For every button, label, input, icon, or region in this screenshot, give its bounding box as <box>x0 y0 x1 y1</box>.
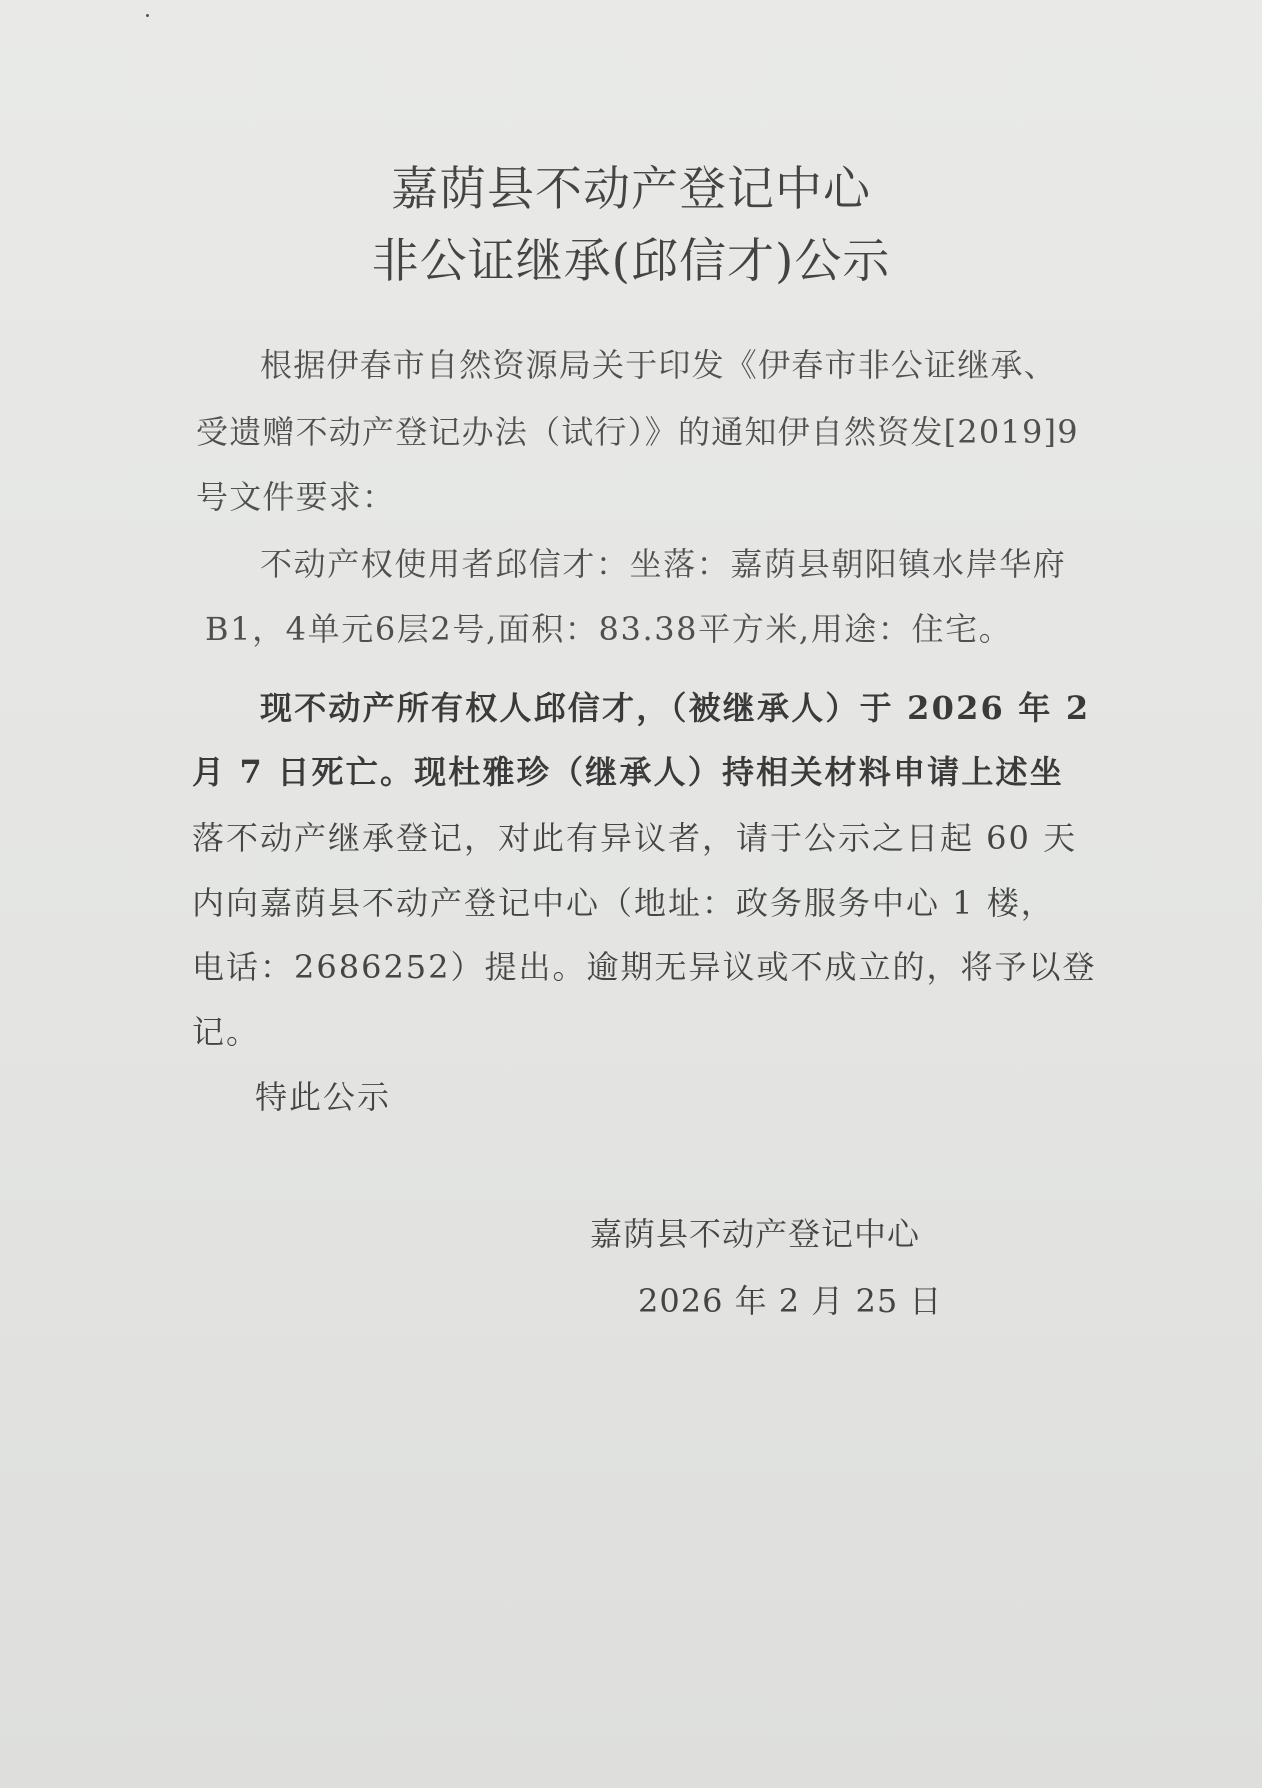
para1-line2: 受遗赠不动产登记办法（试行）》的通知伊自然资发[2019]9 <box>196 413 1079 451</box>
page-title-org: 嘉荫县不动产登记中心 <box>391 162 871 217</box>
para2-line1: 不动产权使用者邱信才：坐落：嘉荫县朝阳镇水岸华府 <box>260 545 1067 583</box>
para3-line6: 记。 <box>192 1013 261 1051</box>
para1-line3: 号文件要求： <box>196 478 396 516</box>
para3-line4: 内向嘉荫县不动产登记中心（地址：政务服务中心 1 楼， <box>192 884 1055 922</box>
para3-line3: 落不动产继承登记，对此有异议者，请于公示之日起 60 天 <box>192 819 1078 857</box>
signature-org: 嘉荫县不动产登记中心 <box>590 1215 921 1253</box>
signature-date: 2026 年 2 月 25 日 <box>638 1282 943 1320</box>
para2-line2: B1，4单元6层2号,面积：83.38平方米,用途：住宅。 <box>205 610 1013 648</box>
closing-text: 特此公示 <box>255 1078 392 1116</box>
para3-line2: 月 7 日死亡。现杜雅珍（继承人）持相关材料申请上述坐 <box>192 753 1064 791</box>
page-title-notice: 非公证继承(邱信才)公示 <box>371 234 891 289</box>
para1-line1: 根据伊春市自然资源局关于印发《伊春市非公证继承、 <box>260 346 1057 384</box>
para3-line1: 现不动产所有权人邱信才，（被继承人）于 2026 年 2 <box>260 689 1091 727</box>
para3-line5: 电话：2686252）提出。逾期无异议或不成立的，将予以登 <box>192 948 1097 986</box>
paper-speck <box>146 14 149 17</box>
